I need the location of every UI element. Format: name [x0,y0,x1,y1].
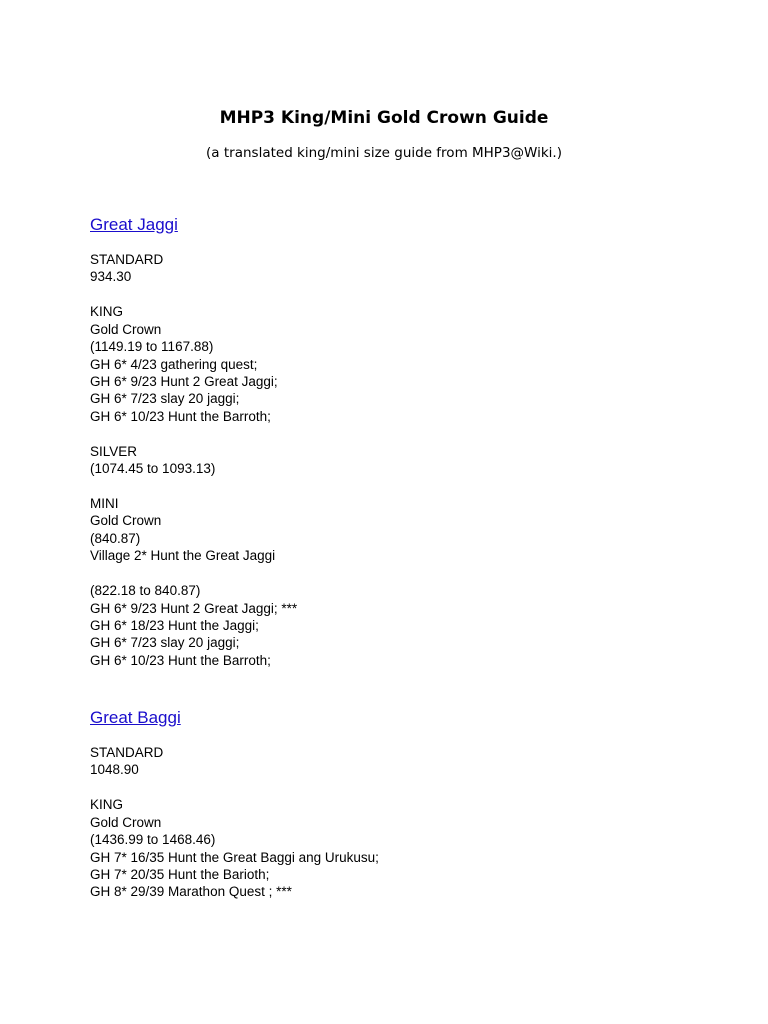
quest-line: GH 7* 16/35 Hunt the Great Baggi ang Urukusu; [90,849,379,865]
section-link-great-jaggi[interactable]: Great Jaggi [90,215,178,234]
quest-line: GH 6* 9/23 Hunt 2 Great Jaggi; [90,373,278,389]
mini-block [90,495,730,565]
quest-line: Village 2* Hunt the Great Jaggi [90,548,276,564]
quest-line: GH 6* 18/23 Hunt the Jaggi; [90,617,259,633]
size-range: (1074.45 to 1093.13) [90,461,216,477]
king-block [90,303,730,425]
block-label: KING [90,797,124,813]
quest-line: GH 8* 29/39 Marathon Quest ; *** [90,884,292,900]
block-label: KING [90,304,124,320]
standard-value: 1048.90 [90,762,139,778]
quest-line: GH 6* 7/23 slay 20 jaggi; [90,635,240,651]
section-link-great-baggi[interactable]: Great Baggi [90,708,181,727]
quest-line: GH 6* 4/23 gathering quest; [90,356,258,372]
quest-line: GH 6* 10/23 Hunt the Barroth; [90,408,271,424]
block-label: MINI [90,495,119,511]
block-label: SILVER [90,443,138,459]
size-range: (1149.19 to 1167.88) [90,339,214,355]
standard-value: 934.30 [90,269,132,285]
quest-line: GH 7* 20/35 Hunt the Barioth; [90,866,270,882]
section-great-jaggi [90,215,730,687]
mini-range-block [90,582,730,669]
block-label: STANDARD [90,745,164,760]
crown-label: Gold Crown [90,814,162,830]
quest-line: GH 6* 9/23 Hunt 2 Great Jaggi; *** [90,600,298,616]
standard-block [90,251,730,286]
size-value: (840.87) [90,530,141,546]
crown-label: Gold Crown [90,513,162,529]
size-range: (822.18 to 840.87) [90,583,201,599]
block-label: STANDARD [90,252,164,267]
quest-line: GH 6* 10/23 Hunt the Barroth; [90,652,271,668]
crown-label: Gold Crown [90,321,162,337]
quest-line: GH 6* 7/23 slay 20 jaggi; [90,391,240,407]
king-block [90,796,730,900]
silver-block [90,443,730,478]
page-subtitle: (a translated king/mini size guide from MHP3@Wiki.) [206,145,562,161]
section-great-baggi [90,708,730,918]
page-title: MHP3 King/Mini Gold Crown Guide [219,108,549,128]
standard-block [90,744,730,779]
size-range: (1436.99 to 1468.46) [90,832,216,848]
